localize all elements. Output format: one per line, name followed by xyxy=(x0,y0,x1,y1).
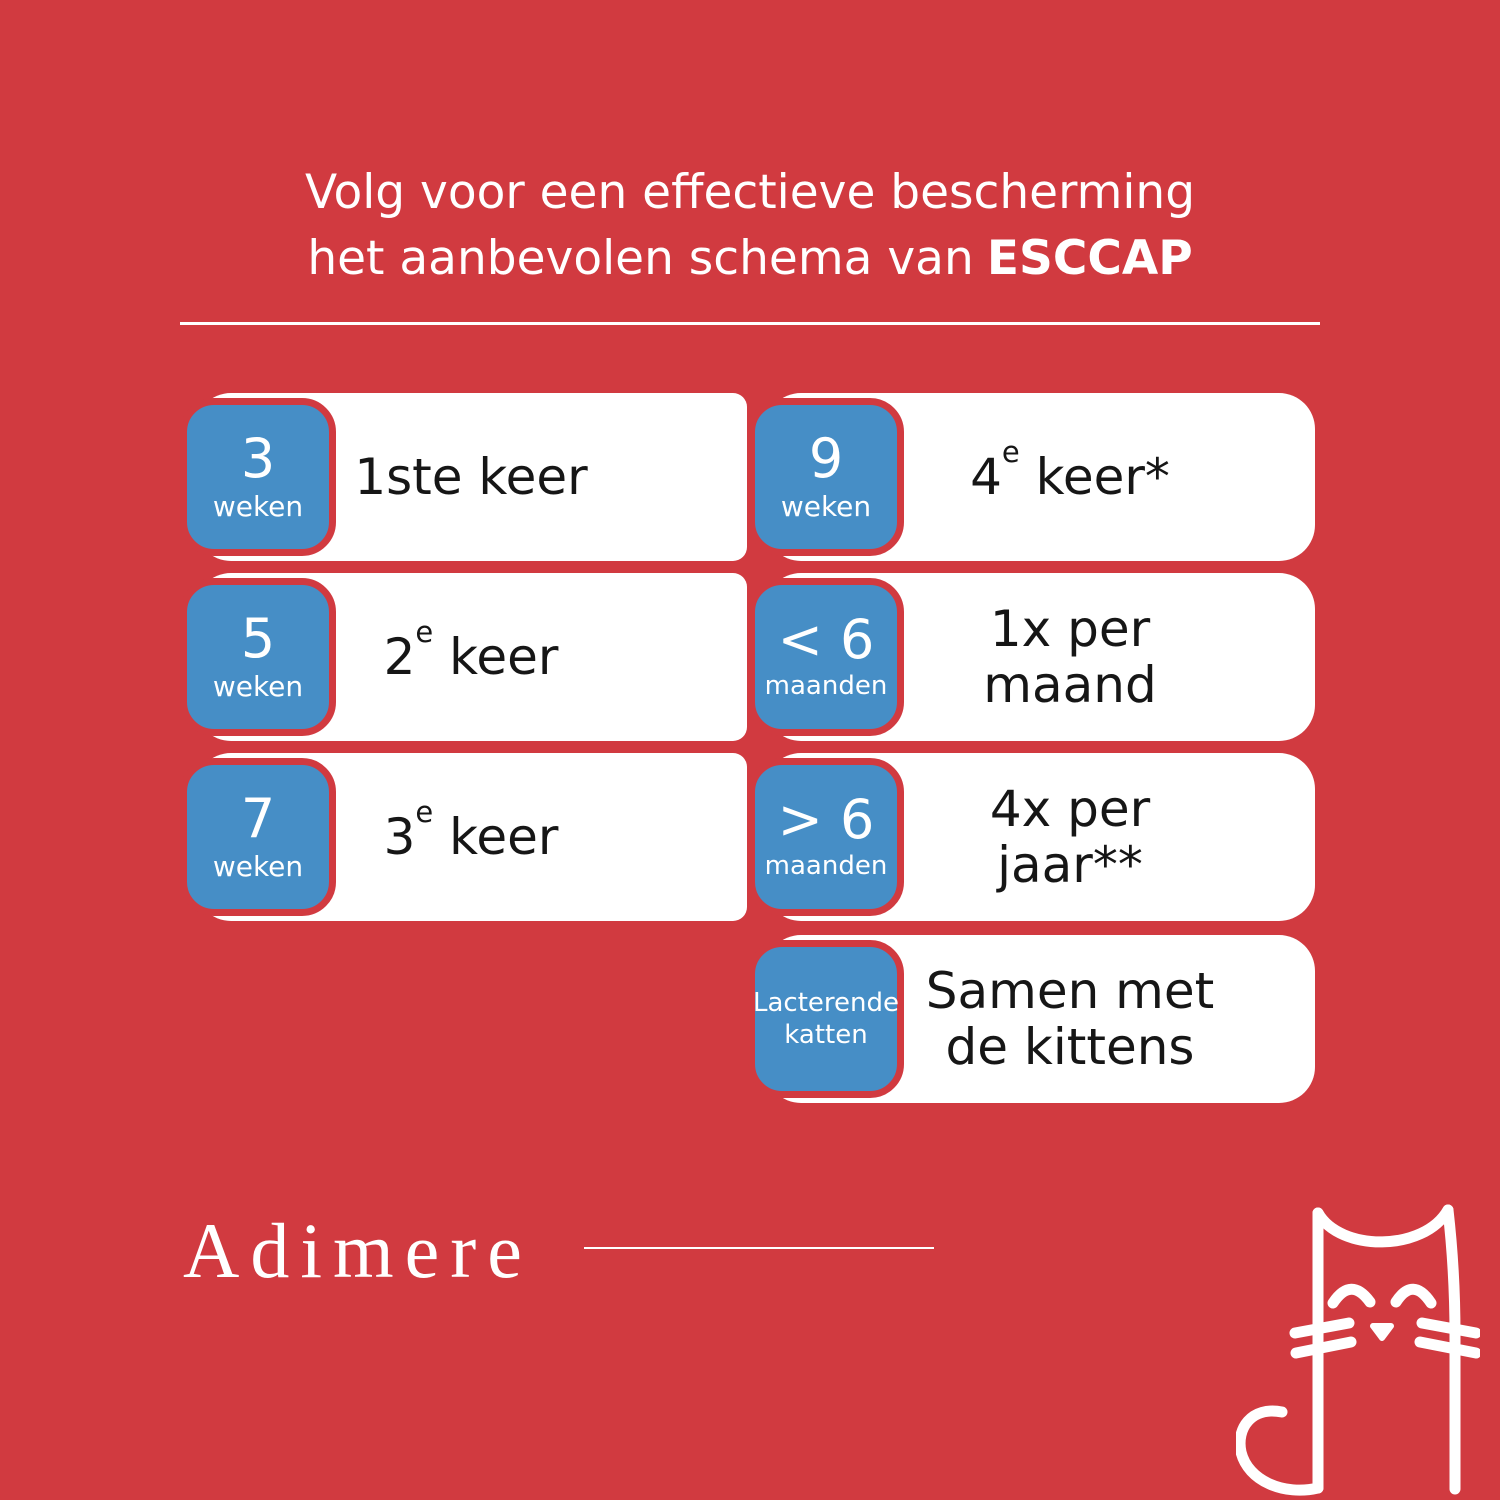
schedule-row-7-weken xyxy=(180,753,747,921)
card-text-line2: maand xyxy=(983,656,1157,714)
card-text-main: 4 xyxy=(970,448,1002,506)
age-badge-value: 3 xyxy=(240,427,276,491)
schedule-card-text xyxy=(383,794,559,866)
cat-line-icon xyxy=(1236,1200,1480,1498)
age-badge-label: weken xyxy=(212,849,304,883)
age-badge xyxy=(180,398,336,556)
card-text-main: 1ste keer xyxy=(354,448,588,506)
cat-whisker xyxy=(1296,1342,1351,1353)
page-title-line2-text: het aanbevolen schema van xyxy=(307,231,974,286)
cat-tail xyxy=(1240,1411,1318,1490)
age-badge xyxy=(180,578,336,736)
card-text-sup: e xyxy=(1001,434,1020,469)
schedule-card-text xyxy=(926,963,1215,1075)
age-badge-label: katten xyxy=(784,1020,868,1050)
age-badge-value: 7 xyxy=(240,787,276,851)
schedule-row-3-weken xyxy=(180,393,747,561)
page-title-line1: Volg voor een effectieve bescherming xyxy=(304,165,1196,220)
page-title-line2 xyxy=(0,226,1500,292)
cat-whisker xyxy=(1420,1342,1476,1353)
card-text-main: 2 xyxy=(383,628,416,686)
schedule-card-text xyxy=(990,781,1150,893)
age-badge xyxy=(748,578,904,736)
age-badge-label: weken xyxy=(212,489,304,523)
card-text-main: 3 xyxy=(383,808,416,866)
age-badge xyxy=(748,398,904,556)
cat-nose xyxy=(1373,1326,1391,1338)
age-badge-label: maanden xyxy=(764,850,888,881)
card-text-main: 1x per xyxy=(989,600,1151,658)
brand-logo: Adimere xyxy=(183,1207,533,1294)
card-text-tail: keer xyxy=(433,808,559,866)
cat-right-eye xyxy=(1396,1289,1431,1303)
cat-ears xyxy=(1318,1210,1448,1242)
age-badge-value: 5 xyxy=(240,607,276,671)
schedule-card-text xyxy=(983,601,1156,713)
cat-whisker xyxy=(1422,1323,1476,1333)
age-badge xyxy=(180,758,336,916)
age-badge-value: > 6 xyxy=(777,788,875,852)
age-badge-label: weken xyxy=(212,669,304,703)
age-badge-value: Lacterende xyxy=(753,987,899,1018)
card-text-tail: keer* xyxy=(1019,448,1170,506)
card-text-main: 4x per xyxy=(989,780,1151,838)
schedule-card-text xyxy=(970,434,1170,506)
schedule-row-5-weken xyxy=(180,573,747,741)
page-title-esccap: ESCCAP xyxy=(986,231,1193,286)
age-badge-label: maanden xyxy=(764,670,888,701)
cat-left-eye xyxy=(1333,1289,1370,1303)
brand-divider-line xyxy=(584,1247,934,1249)
title-divider xyxy=(180,322,1320,325)
age-badge xyxy=(748,758,904,916)
cat-whisker xyxy=(1295,1323,1349,1333)
card-text-line2: jaar** xyxy=(997,836,1143,894)
schedule-row-lacterende-katten xyxy=(748,935,1315,1103)
age-badge-label: weken xyxy=(780,489,872,523)
schedule-card-text xyxy=(383,614,559,686)
schedule-card-text xyxy=(354,449,587,505)
card-text-main: Samen met xyxy=(925,962,1215,1020)
card-text-line2: de kittens xyxy=(945,1018,1195,1076)
age-badge xyxy=(748,940,904,1098)
card-text-tail: keer xyxy=(433,628,559,686)
schedule-row-onder-6-maanden xyxy=(748,573,1315,741)
card-text-sup: e xyxy=(415,794,434,829)
schedule-row-9-weken xyxy=(748,393,1315,561)
age-badge-value: < 6 xyxy=(777,608,875,672)
age-badge-value: 9 xyxy=(808,427,844,491)
schedule-row-boven-6-maanden xyxy=(748,753,1315,921)
card-text-sup: e xyxy=(415,614,434,649)
page-title xyxy=(0,160,1500,292)
